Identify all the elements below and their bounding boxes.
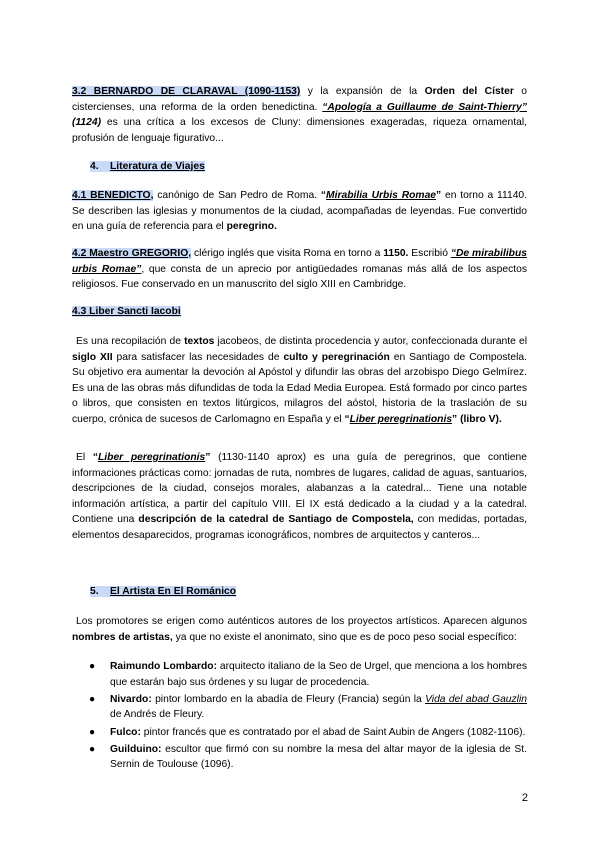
paragraph-bernardo: 3.2 BERNARDO DE CLARAVAL (1090-1153) y la expansión de la Orden del Císter o cistercienses, una reforma de la orden benedictina. “Apología a Guillaume de Saint-Thierry” (1124) es una crítica a los excesos de Cluny: dimensiones exageradas, riqueza ornamental, profusión de lenguaje figurativo... xyxy=(72,86,528,144)
section-heading-4: 4. Literatura de Viajes xyxy=(90,161,205,172)
work-title-mirabilia: Mirabilia Urbis Romae xyxy=(326,190,437,201)
paragraph-liber-peregrinationis: El “Liber peregrinationis” (1130-1140 aprox) es una guía de peregrinos, que contiene informaciones prácticas como: jornadas de ruta, nombres de lugares, calidad de aguas, santuarios, descripciones de la ciudad, consejos morales, alabanzas a la catedral... Tiene una notable información artística, a partir del capítulo VIII. El IX está dedicado a la ciudad y a la catedral. Contiene una descripción de la catedral de Santiago de Compostela, con medidas, portadas, elementos desaparecidos, programas iconográficos, nombres de arquitectos y canteros... xyxy=(72,452,527,541)
heading-liber-sancti-iacobi: 4.3 Liber Sancti Iacobi xyxy=(72,306,181,317)
heading-gregorio: 4.2 Maestro GREGORIO, xyxy=(72,248,192,259)
list-item: ● Guilduino: escultor que firmó con su nombre la mesa del altar mayor de la iglesia de St. Sernin de Toulouse (1096). xyxy=(89,743,527,771)
artist-list xyxy=(72,659,527,775)
bullet-icon: ● xyxy=(89,743,96,755)
heading-bernardo: 3.2 BERNARDO DE CLARAVAL (1090-1153) xyxy=(72,86,301,97)
bullet-icon: ● xyxy=(89,693,96,705)
bullet-icon: ● xyxy=(89,726,96,738)
list-item: ● Fulco: pintor francés que es contratado por el abad de Saint Aubin de Angers (1082-1106). xyxy=(72,725,527,741)
bullet-icon: ● xyxy=(89,661,96,672)
work-title-liber-peregrinationis: Liber peregrinationis xyxy=(349,413,453,425)
heading-benedicto: 4.1 BENEDICTO, xyxy=(72,190,154,201)
list-item: ● Nivardo: pintor lombardo en la abadía de Fleury (Francia) según la Vida del abad Gauzlin de Andrés de Fleury. xyxy=(89,693,527,721)
work-title-liber-peregrinationis-2: Liber peregrinationis xyxy=(98,452,206,463)
paragraph-benedicto: 4.1 BENEDICTO, canónigo de San Pedro de Roma. “Mirabilia Urbis Romae” en torno a 11140. Se describen las iglesias y monumentos de la ciudad, acompañadas de leyendas. Fue convertido en una guía de referencia para el peregrino. xyxy=(72,190,528,233)
paragraph-liber-description: Es una recopilación de textos jacobeos, de distinta procedencia y autor, confeccionada durante el siglo XII para satisfacer las necesidades de culto y peregrinación en Santiago de Compostela. Su objetivo era aumentar la devoción al Apóstol y difundir las obras del arzobispo Diego Gelmírez. Es una de las obras más difundidas de toda la Edad Media Europea. Está formado por cinco partes o libros, que consisten en textos litúrgicos, milagros del aóstol, historia de la traslación de su cuerpo, crónica de sucesos de Carlomagno en España y el “Liber peregrinationis” (libro V). xyxy=(72,336,527,425)
list-item: ● Raimundo Lombardo: arquitecto italiano de la Seo de Urgel, que menciona a los hombres que estarán bajo sus órdenes y su lugar de procedencia. xyxy=(89,661,527,688)
work-title-vida-del-abad: Vida del abad Gauzlin xyxy=(425,693,527,705)
section-heading-5: 5. El Artista En El Románico xyxy=(90,586,237,597)
paragraph-gregorio: 4.2 Maestro GREGORIO, clérigo inglés que visita Roma en torno a 1150. Escribió “De mirabilibus urbis Romae”, que consta de un aprecio por antigüedades romanas más allá de los aspectos religiosos. Fue conservado en un manuscrito del siglo XIII en Cambridge. xyxy=(72,248,527,291)
work-title-apologia: “Apología a Guillaume de Saint-Thierry” xyxy=(322,101,527,113)
work-title-de-mirabilibus: “De mirabilibus urbis Romae” xyxy=(72,248,527,275)
paragraph-artistas: Los promotores se erigen como auténticos autores de los proyectos artísticos. Aparecen algunos nombres de artistas, ya que no existe el anonimato, sino que es de poco peso social específico: xyxy=(72,616,527,643)
page-number: 2 xyxy=(521,792,528,804)
